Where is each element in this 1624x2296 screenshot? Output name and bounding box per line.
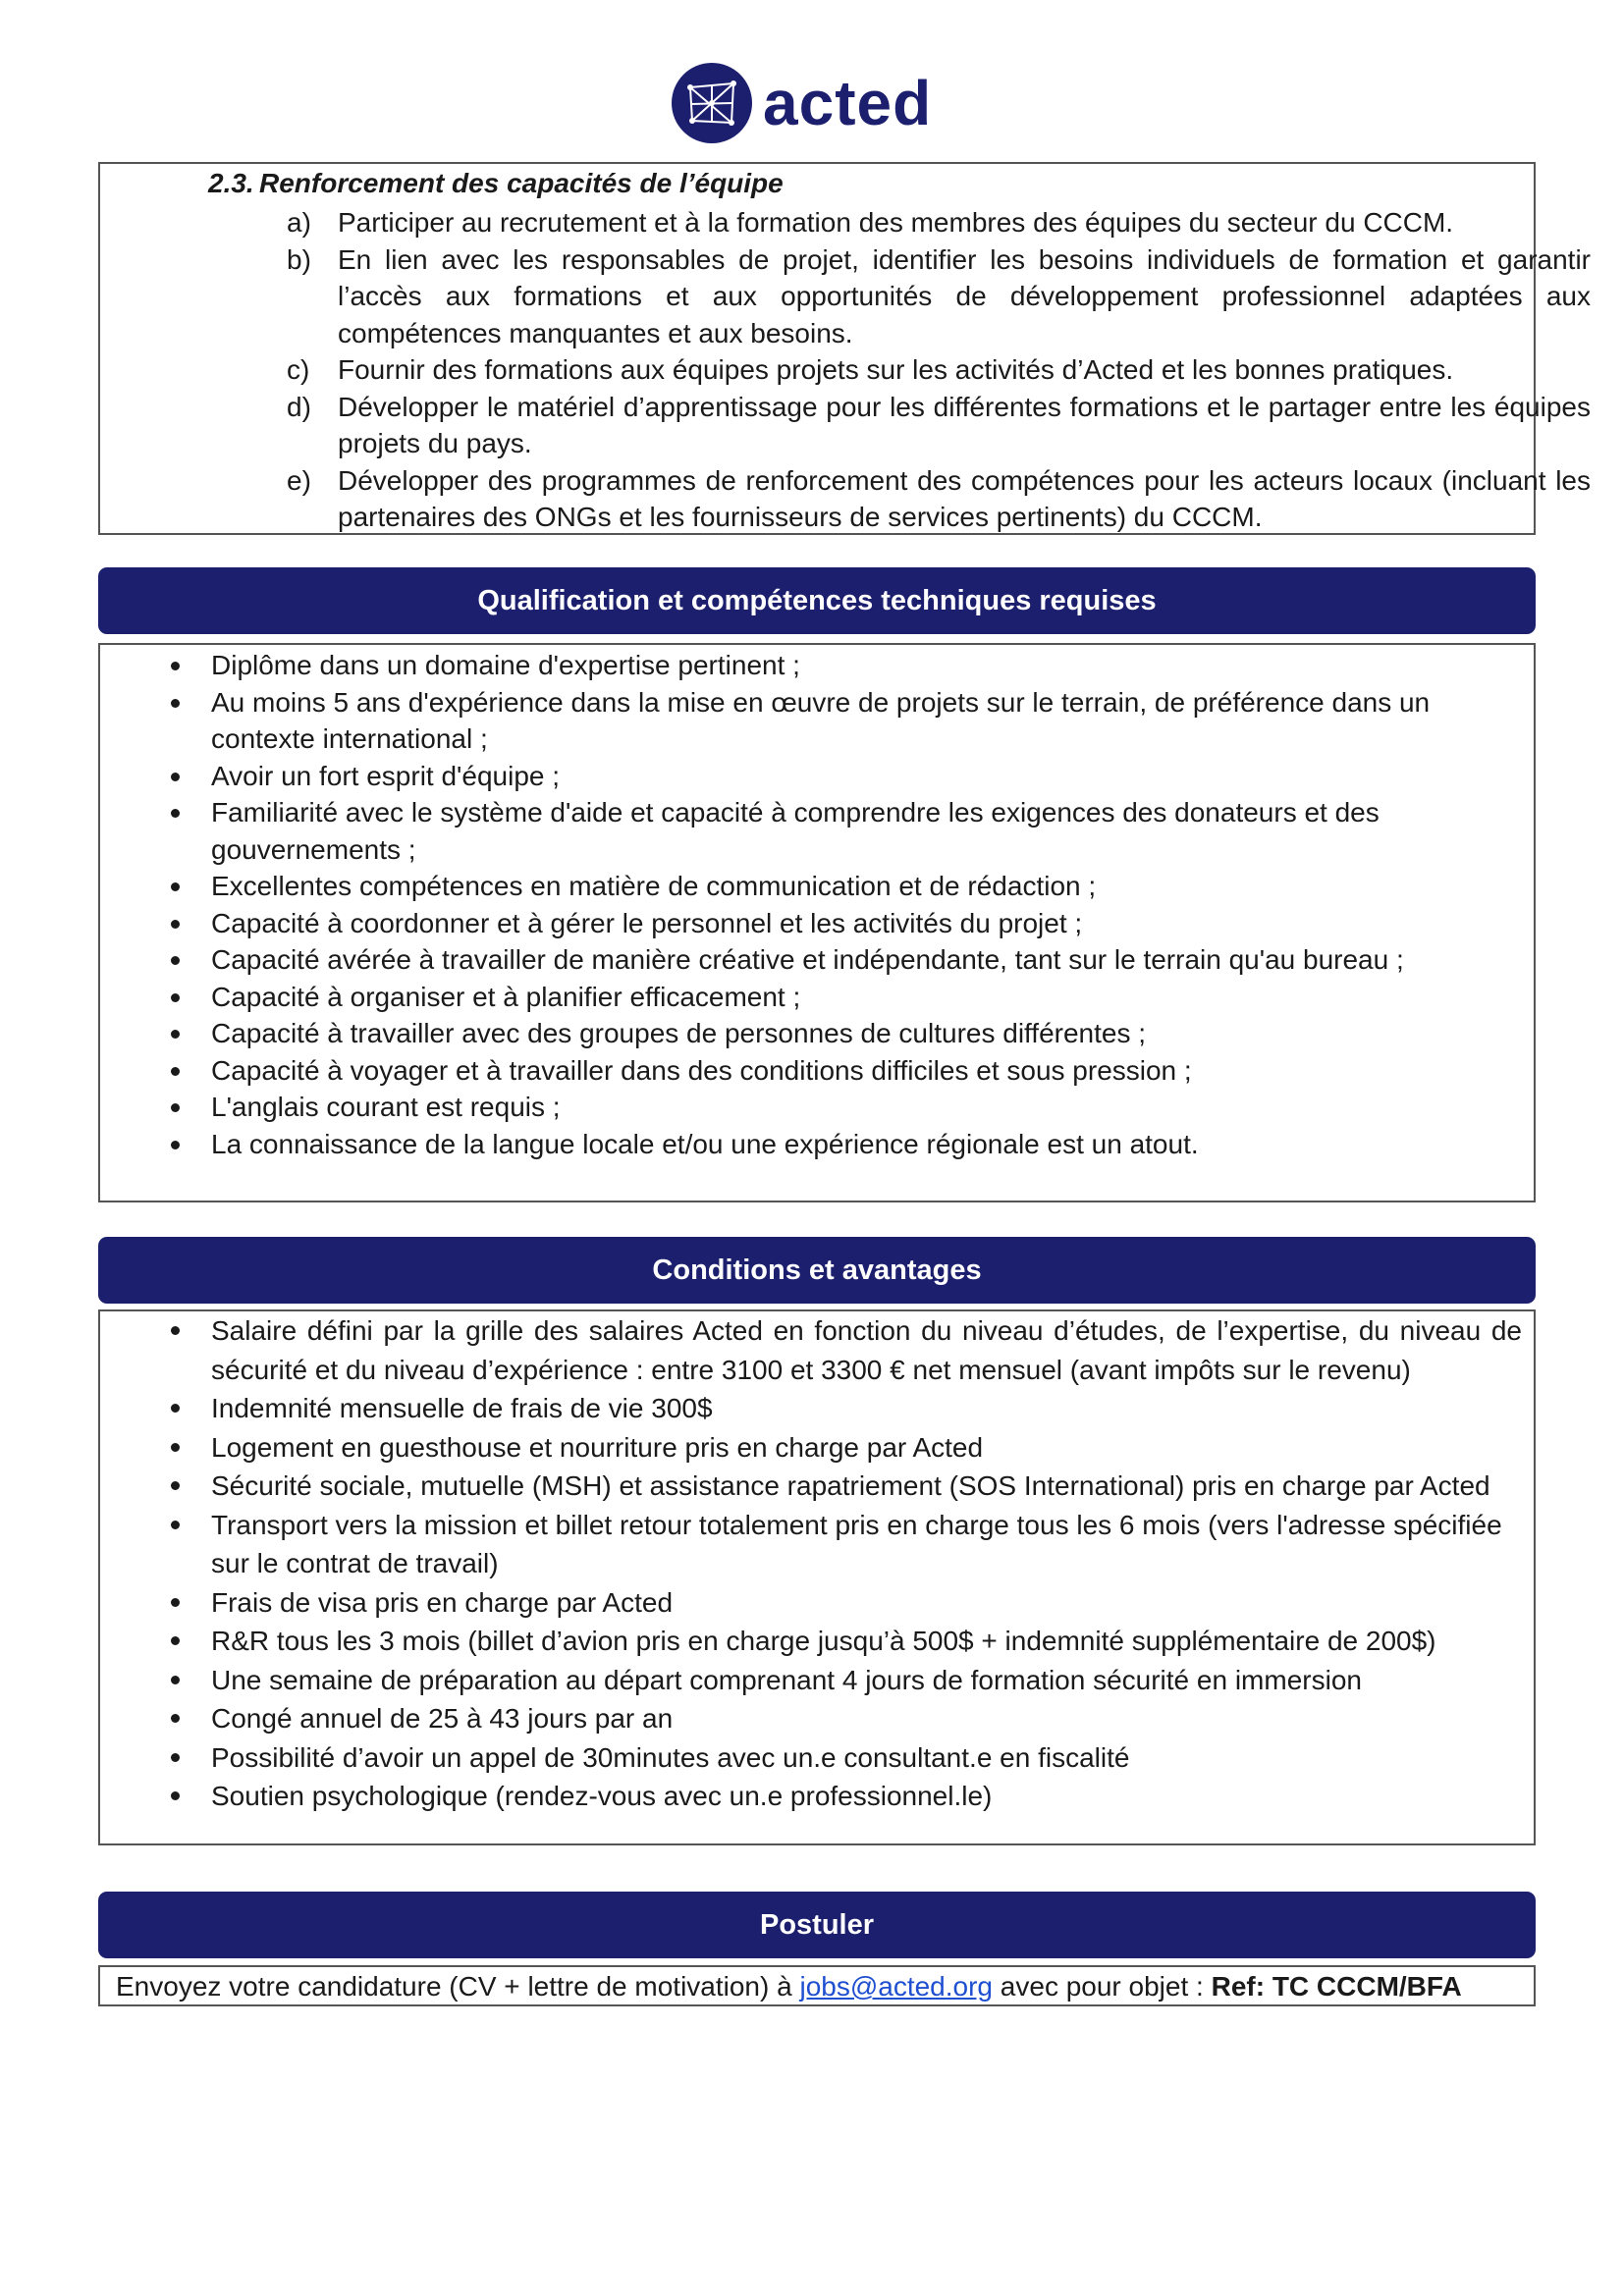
- list-item: [287, 351, 1591, 389]
- item-text: Participer au recrutement et à la formation des membres des équipes du secteur du CCCM.: [338, 207, 1454, 238]
- item-marker: b): [287, 243, 311, 275]
- conditions-heading: Conditions et avantages: [98, 1237, 1536, 1304]
- qualifications-heading: Qualification et compétences techniques requises: [98, 567, 1536, 634]
- item-text: Développer le matériel d’apprentissage pour les différentes formations et le partager entre les équipes projets du pays.: [338, 391, 1591, 458]
- list-item: Transport vers la mission et billet retour totalement pris en charge tous les 6 mois (vers l'adresse spécifiée sur le contrat de travail): [100, 1506, 1522, 1583]
- acted-logo: [671, 59, 932, 147]
- apply-text: [116, 1971, 1462, 2002]
- list-item: Capacité à organiser et à planifier efficacement ;: [100, 979, 1465, 1016]
- list-item: Frais de visa pris en charge par Acted: [100, 1583, 1522, 1623]
- list-item: [287, 462, 1591, 536]
- email-link[interactable]: jobs@acted.org: [799, 1971, 994, 2002]
- list-item: Une semaine de préparation au départ comprenant 4 jours de formation sécurité en immersion: [100, 1661, 1522, 1700]
- item-text: Fournir des formations aux équipes projets sur les activités d’Acted et les bonnes pratiques.: [338, 354, 1454, 385]
- item-marker: a): [287, 207, 311, 238]
- list-item: La connaissance de la langue locale et/ou une expérience régionale est un atout.: [100, 1126, 1465, 1163]
- item-marker: e): [287, 464, 311, 496]
- apply-heading: Postuler: [98, 1892, 1536, 1958]
- list-item: [287, 241, 1591, 352]
- reference-code: Ref: TC CCCM/BFA: [1211, 1971, 1462, 2002]
- list-item: Logement en guesthouse et nourriture pris en charge par Acted: [100, 1428, 1522, 1468]
- list-item: [287, 389, 1591, 462]
- list-item: Capacité à travailler avec des groupes de personnes de cultures différentes ;: [100, 1015, 1465, 1052]
- qualifications-box: [98, 643, 1536, 1202]
- list-item: Soutien psychologique (rendez-vous avec un.e professionnel.le): [100, 1777, 1522, 1816]
- acted-emblem-icon: [671, 62, 753, 144]
- list-item: Diplôme dans un domaine d'expertise pertinent ;: [100, 647, 1465, 684]
- list-item: Capacité à coordonner et à gérer le personnel et les activités du projet ;: [100, 905, 1465, 942]
- qualifications-list: [100, 647, 1465, 1162]
- list-item: L'anglais courant est requis ;: [100, 1089, 1465, 1126]
- apply-box: [98, 1965, 1536, 2006]
- list-item: R&R tous les 3 mois (billet d’avion pris en charge jusqu’à 500$ + indemnité supplémentaire de 200$): [100, 1622, 1522, 1661]
- list-item: Excellentes compétences en matière de communication et de rédaction ;: [100, 868, 1465, 905]
- list-item: Au moins 5 ans d'expérience dans la mise en œuvre de projets sur le terrain, de préférence dans un contexte international ;: [100, 684, 1465, 758]
- item-marker: c): [287, 354, 310, 385]
- apply-text-before: Envoyez votre candidature (CV + lettre de motivation) à: [116, 1971, 800, 2002]
- list-item: Avoir un fort esprit d'équipe ;: [100, 758, 1465, 795]
- apply-text-after: avec pour objet :: [993, 1971, 1212, 2002]
- capacity-section-box: [98, 162, 1591, 535]
- list-item: Possibilité d’avoir un appel de 30minutes avec un.e consultant.e en fiscalité: [100, 1738, 1522, 1778]
- logo-wordmark: acted: [763, 68, 933, 138]
- item-marker: d): [287, 391, 311, 422]
- list-item: Congé annuel de 25 à 43 jours par an: [100, 1699, 1522, 1738]
- list-item: Familiarité avec le système d'aide et capacité à comprendre les exigences des donateurs et des gouvernements ;: [100, 794, 1465, 868]
- list-item: Indemnité mensuelle de frais de vie 300$: [100, 1389, 1522, 1428]
- section-title: [208, 168, 784, 199]
- list-item: Capacité à voyager et à travailler dans des conditions difficiles et sous pression ;: [100, 1052, 1465, 1090]
- list-item: Capacité avérée à travailler de manière créative et indépendante, tant sur le terrain qu'au bureau ;: [100, 941, 1465, 979]
- list-item: [287, 204, 1591, 241]
- item-text: Développer des programmes de renforcement des compétences pour les acteurs locaux (incluant les partenaires des ONGs et les fournisseurs de services pertinents) du CCCM.: [338, 464, 1591, 532]
- list-item: Salaire défini par la grille des salaires Acted en fonction du niveau d’études, de l’expertise, du niveau de sécurité et du niveau d’expérience : entre 3100 et 3300 € net mensuel (avant impôts sur le revenu): [100, 1311, 1522, 1389]
- item-text: En lien avec les responsables de projet, identifier les besoins individuels de formation et garantir l’accès aux formations et aux opportunités de développement professionnel adaptées aux compétences manquantes et aux besoins.: [338, 243, 1591, 348]
- list-item: Sécurité sociale, mutuelle (MSH) et assistance rapatriement (SOS International) pris en charge par Acted: [100, 1467, 1522, 1506]
- conditions-box: [98, 1309, 1536, 1845]
- capacity-list: [287, 204, 1591, 536]
- conditions-list: [100, 1311, 1522, 1816]
- section-title-text: Renforcement des capacités de l’équipe: [259, 168, 784, 198]
- section-number: 2.3.: [208, 168, 254, 198]
